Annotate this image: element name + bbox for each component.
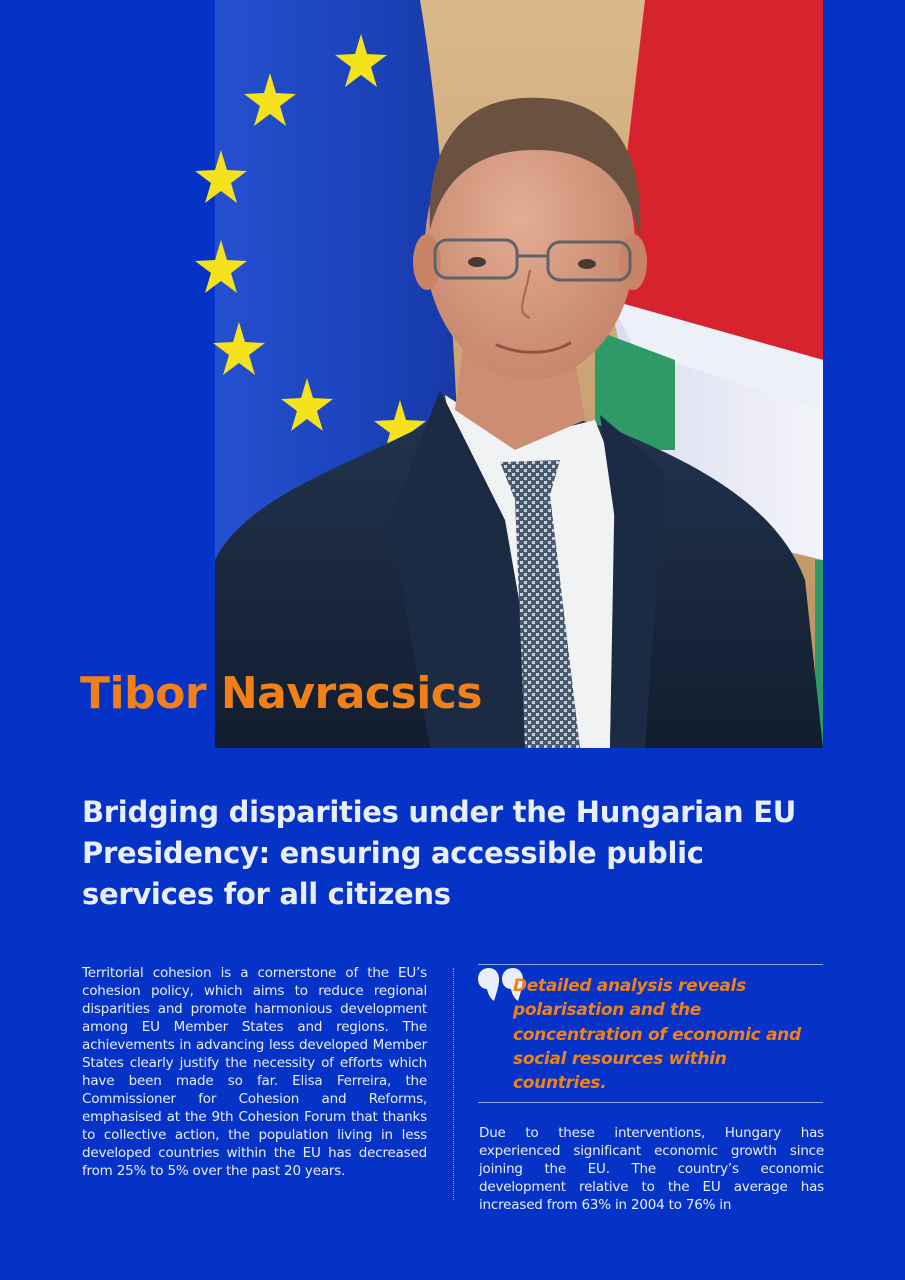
article-headline: Bridging disparities under the Hungarian EU Presidency: ensuring accessible public services for all citizens [82, 795, 796, 911]
author-name: Tibor Navracsics [80, 668, 483, 719]
pull-quote-bottom-rule [478, 1102, 823, 1103]
body-text-right-column: Due to these interventions, Hungary has experienced significant economic growth since joining the EU. The country’s economic development relative to the EU average has increased from 63% in 2004 to 76% in [479, 1125, 824, 1213]
body-text-left-column: Territorial cohesion is a cornerstone of the EU’s cohesion policy, which aims to reduce regional disparities and promote harmonious development among EU Member States and regions. The achievements in advancing less developed Member States clearly justify the necessity of efforts which have been made so far. Elisa Ferreira, the Commissioner for Cohesion and Reforms, emphasised at the 9th Cohesion Forum that thanks to collective action, the population living in less developed countries within the EU has decreased from 25% to 5% over the past 20 years. [82, 965, 427, 1179]
pull-quote-text: Detailed analysis reveals polarisation and the concentration of economic and social resources within countries. [513, 976, 801, 1094]
pull-quote-top-rule [478, 964, 823, 965]
author-portrait-photo [215, 0, 823, 748]
column-divider [453, 968, 454, 1200]
